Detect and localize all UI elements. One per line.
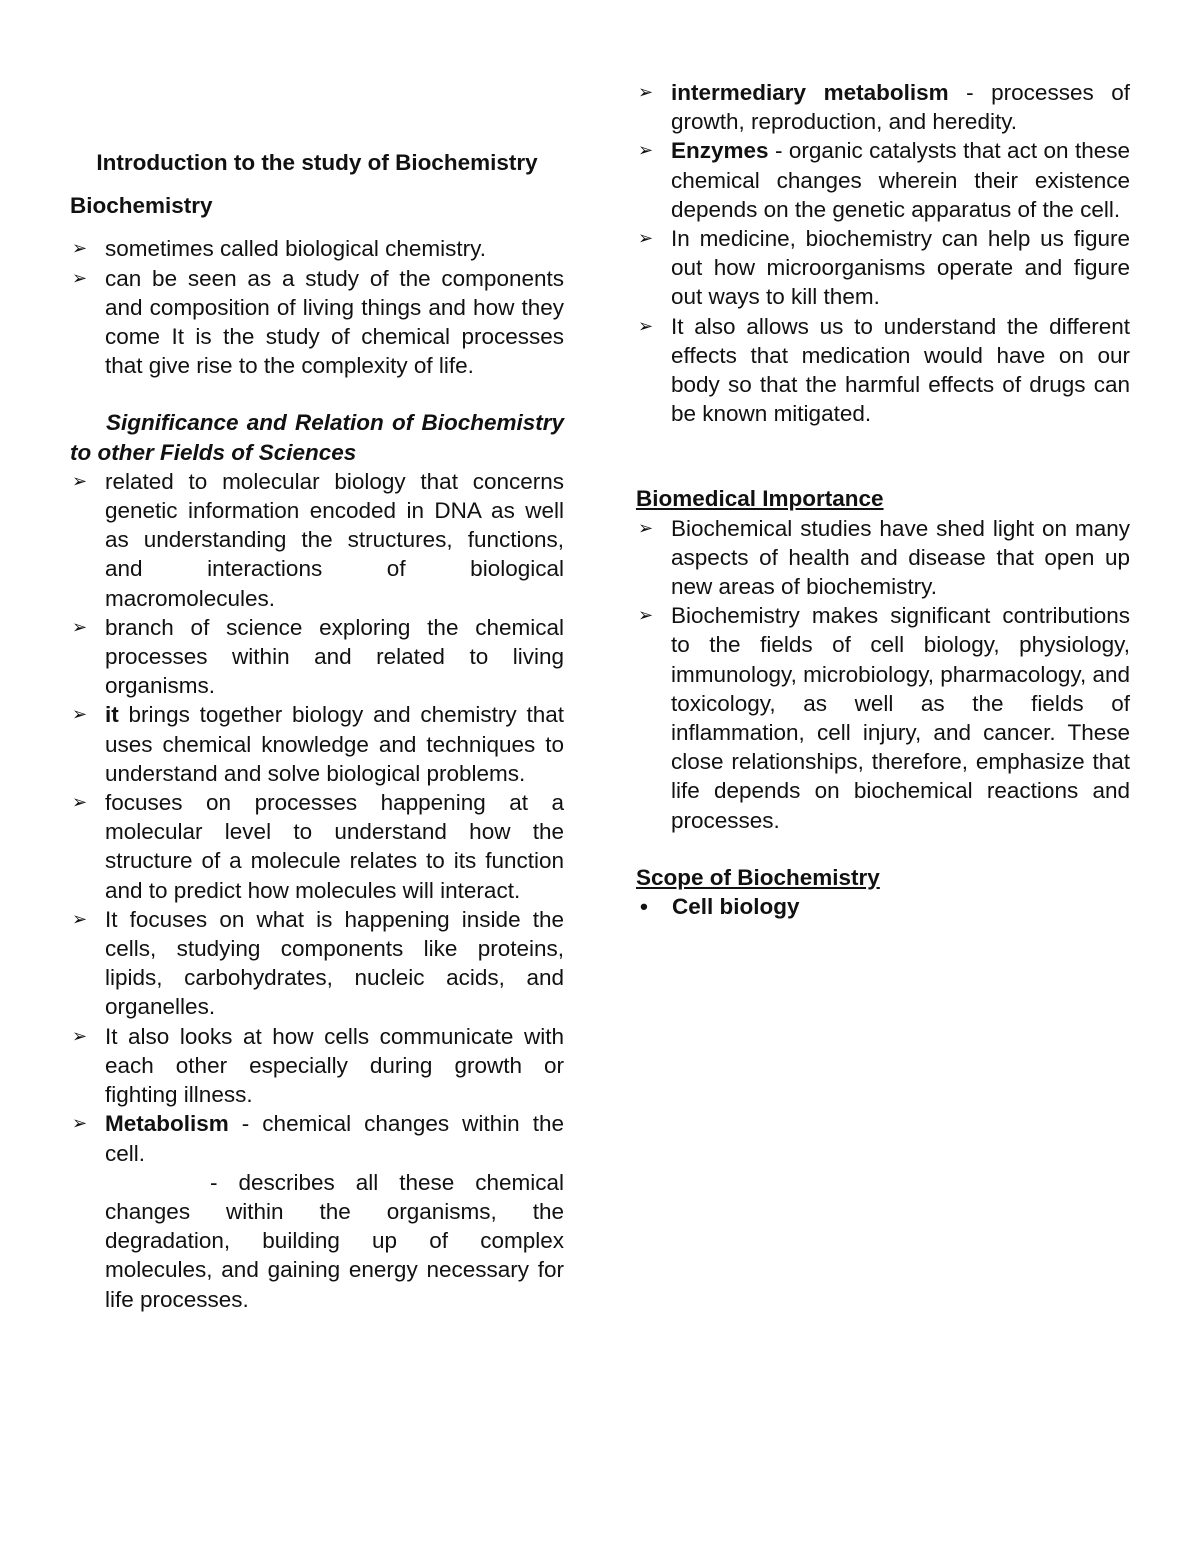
bullet-icon: • (640, 894, 648, 920)
list-item: ➢ Enzymes - organic catalysts that act on these chemical changes wherein their existence depends on the genetic apparatus of the cell. (638, 138, 1130, 222)
term-metabolism: Metabolism (105, 1111, 229, 1137)
term-intermediary-metabolism: intermediary metabolism (671, 80, 949, 105)
list-item: ➢ branch of science exploring the chemical processes within and related to living organisms. (72, 614, 564, 699)
list-item: ➢ It also looks at how cells communicate with each other especially during growth or fighting illness. (72, 1023, 564, 1108)
right-column (636, 78, 1130, 921)
arrow-bullet-icon: ➢ (638, 517, 654, 538)
arrow-bullet-icon: ➢ (72, 792, 88, 813)
arrow-bullet-icon: ➢ (72, 1025, 88, 1046)
arrow-bullet-icon: ➢ (638, 82, 654, 102)
list-item: ➢ intermediary metabolism - processes of growth, reproduction, and heredity. (638, 80, 1131, 135)
biomedical-list (636, 514, 1130, 835)
list-item: ➢ focuses on processes happening at a molecular level to understand how the structure of a molecule relates to its function and to predict how molecules will interact. (72, 790, 564, 903)
arrow-bullet-icon: ➢ (638, 605, 654, 626)
list-item: ➢ In medicine, biochemistry can help us figure out how microorganisms operate and figure out ways to kill them. (638, 226, 1130, 310)
list-item: ➢ Biochemistry makes significant contributions to the fields of cell biology, physiology, immunology, microbiology, pharmacology, and toxicology, as well as the fields of inflammation, cell injury, and cancer. These close relationships, therefore, emphasize that life depends on biochemical reactions and processes. (638, 603, 1130, 833)
page-title: Introduction to the study of Biochemistry (96, 150, 538, 175)
arrow-bullet-icon: ➢ (72, 908, 88, 929)
biomedical-heading: Biomedical Importance (636, 486, 884, 512)
list-item: ➢ Biochemical studies have shed light on many aspects of health and disease that open up new areas of biochemistry. (638, 515, 1130, 600)
list-item: ➢ it brings together biology and chemistry that uses chemical knowledge and techniques to understand and solve biological problems. (72, 702, 564, 786)
list-item: ➢ related to molecular biology that concerns genetic information encoded in DNA as well as understanding the structures, functions, and interactions of biological macromolecules. (72, 468, 564, 611)
scope-heading: Scope of Biochemistry (636, 864, 880, 890)
left-column (70, 78, 564, 1314)
arrow-bullet-icon: ➢ (72, 267, 88, 288)
significance-list (70, 467, 564, 1168)
arrow-bullet-icon: ➢ (72, 238, 88, 259)
arrow-bullet-icon: ➢ (72, 470, 88, 491)
arrow-bullet-icon: ➢ (72, 1113, 88, 1134)
list-item: • Cell biology (636, 892, 1130, 921)
arrow-bullet-icon: ➢ (72, 704, 88, 725)
arrow-bullet-icon: ➢ (638, 228, 654, 249)
list-item: ➢ It focuses on what is happening inside the cells, studying components like proteins, lipids, carbohydrates, nucleic acids, and organelles. (72, 906, 564, 1020)
term-it: it (105, 702, 119, 728)
list-item: ➢ Metabolism - chemical changes within the cell. (72, 1111, 564, 1166)
list-item: ➢ It also allows us to understand the different effects that medication would have on our body so that the harmful effects of drugs can be known mitigated. (638, 313, 1130, 427)
biochemistry-list (70, 234, 564, 380)
term-enzymes: Enzymes (671, 138, 769, 164)
arrow-bullet-icon: ➢ (638, 140, 654, 161)
significance-heading: Significance and Relation of Biochemistry to other Fields of Sciences (70, 410, 564, 465)
biochemistry-heading: Biochemistry (70, 193, 213, 219)
list-item: ➢ sometimes called biological chemistry. (70, 234, 564, 263)
arrow-bullet-icon: ➢ (72, 616, 88, 637)
arrow-bullet-icon: ➢ (638, 315, 654, 336)
continued-list (636, 78, 1130, 428)
list-item: ➢ can be seen as a study of the components and composition of living things and how they come It is the study of chemical processes that give rise to the complexity of life. (72, 265, 564, 379)
metabolism-description: - describes all these chemical changes within the organisms, the degradation, building up of complex molecules, and gaining energy necessary for life processes. (105, 1169, 564, 1312)
